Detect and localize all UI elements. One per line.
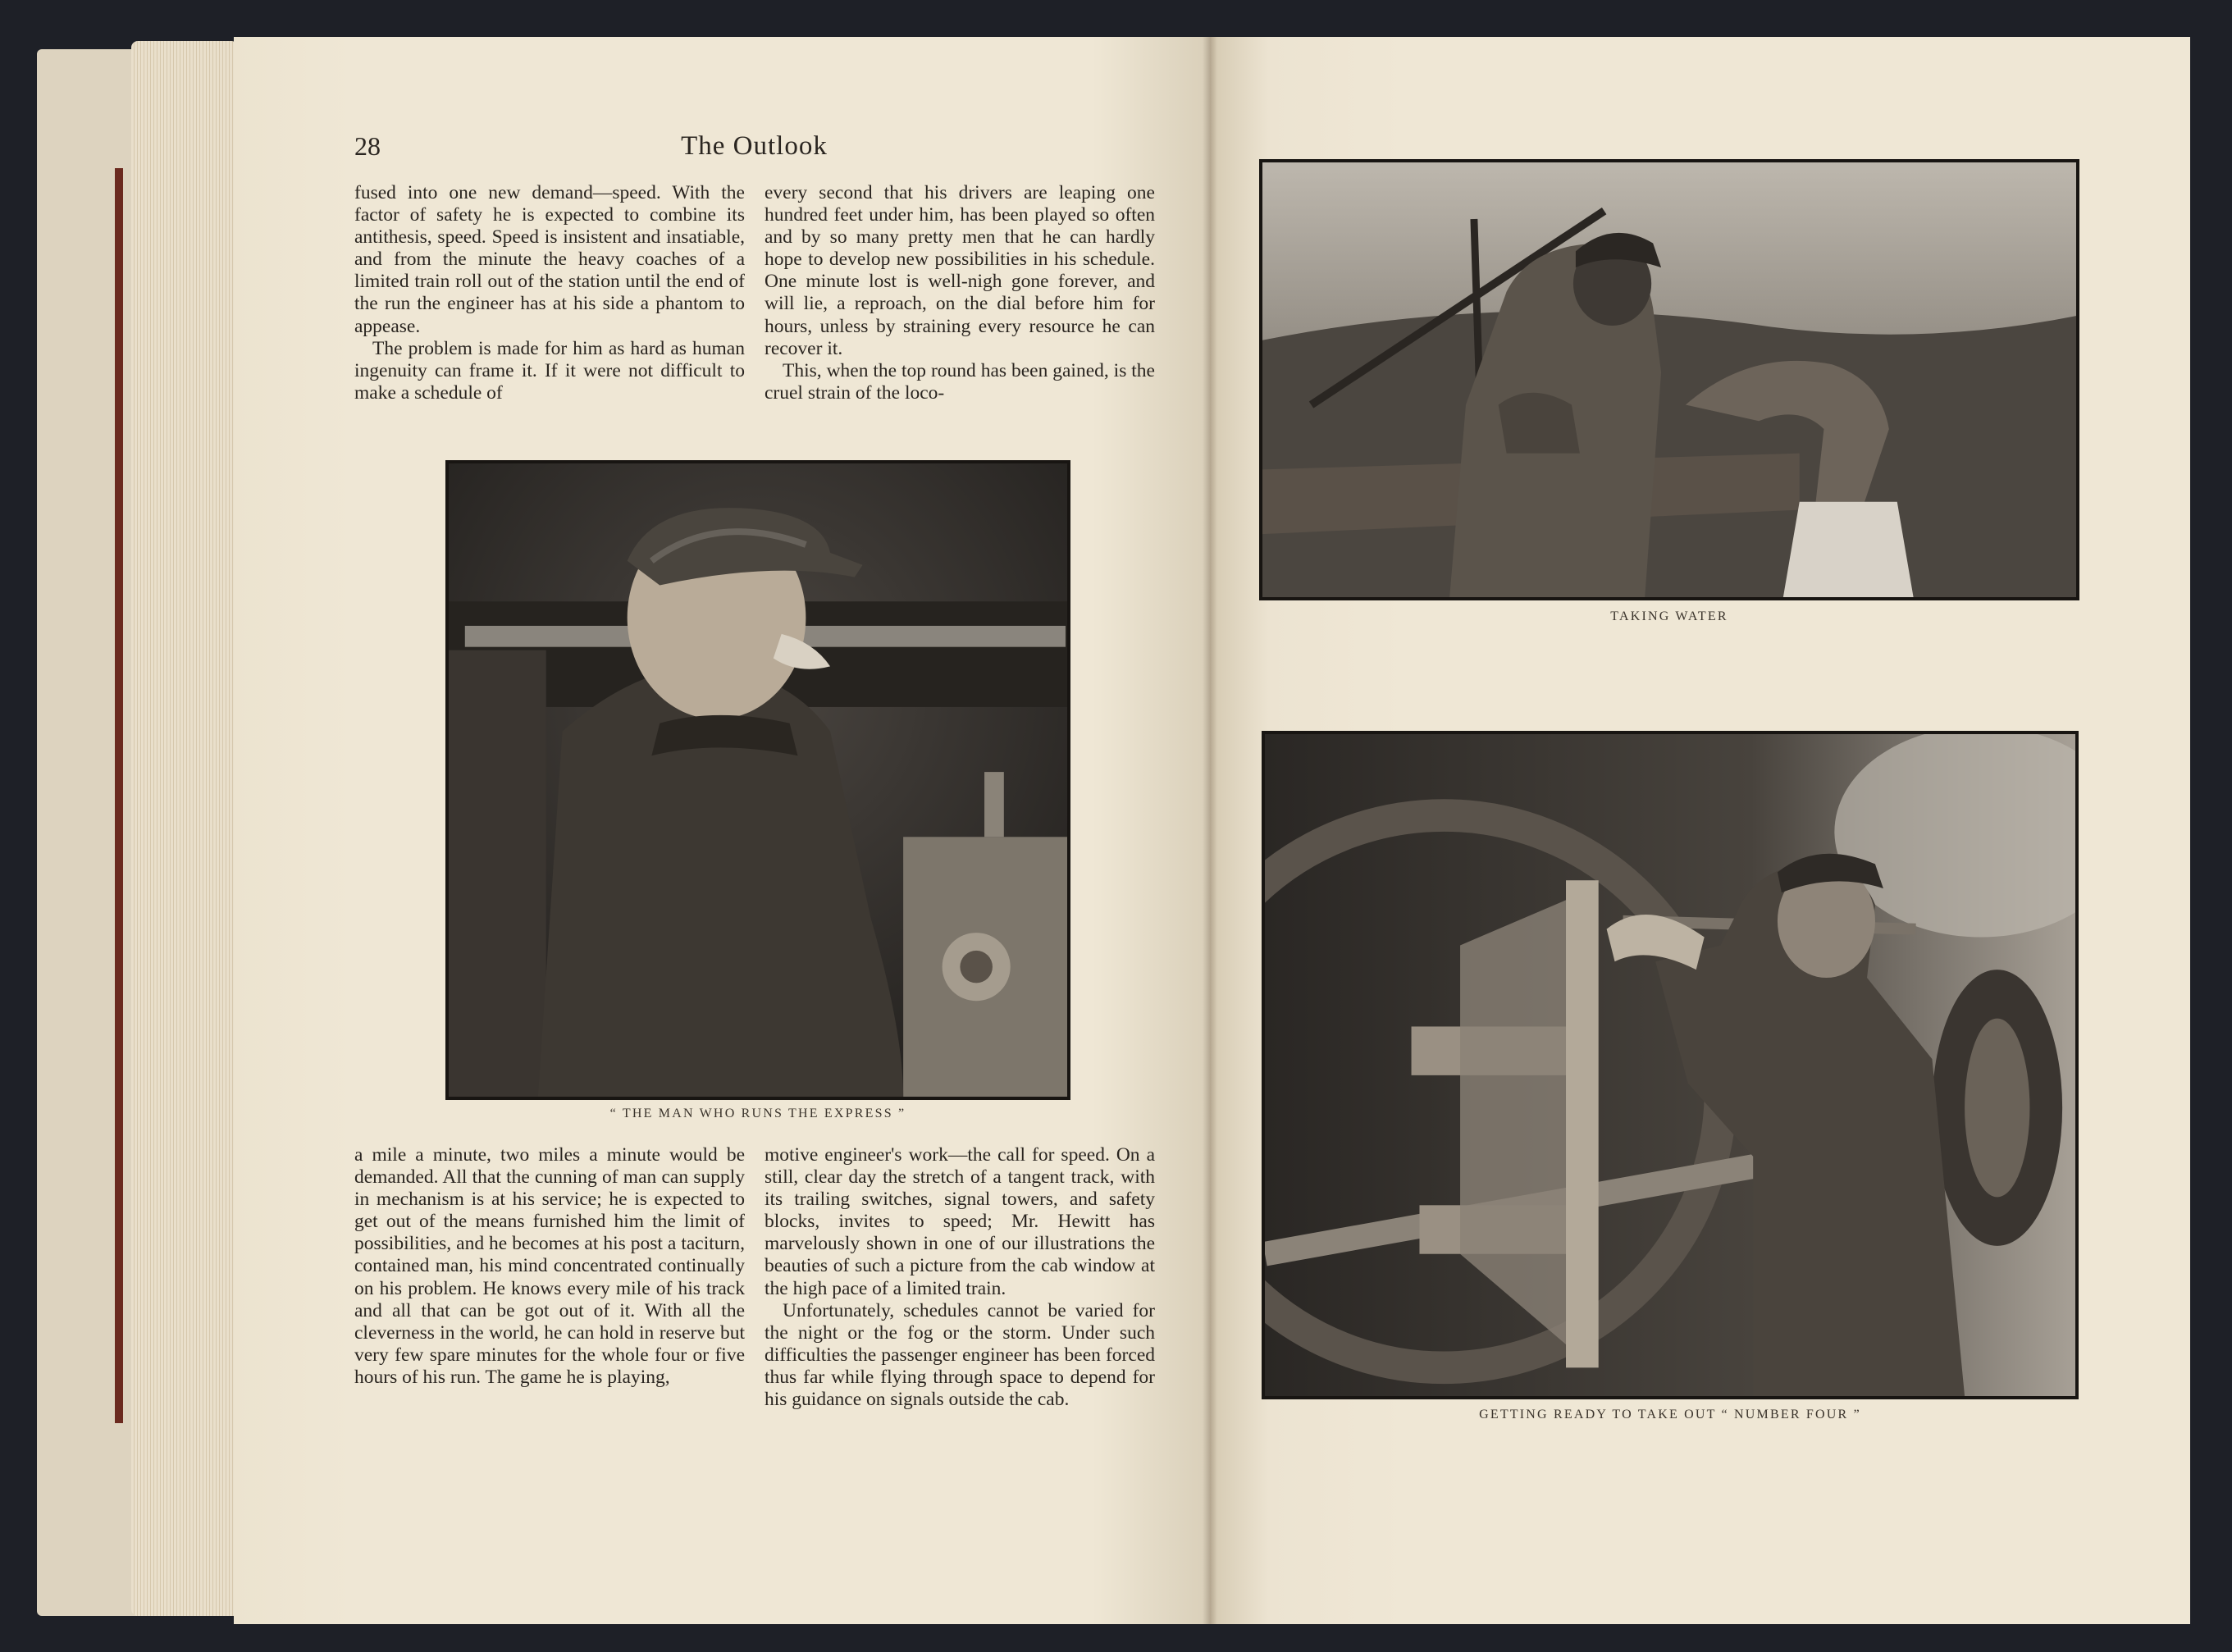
photo-engineer-portrait — [445, 460, 1070, 1100]
magazine-title: The Outlook — [681, 131, 828, 161]
photo-number-four — [1262, 731, 2079, 1399]
text-column-bottom-right — [765, 1144, 1155, 1411]
taking-water-image — [1262, 162, 2076, 597]
caption-portrait: “ THE MAN WHO RUNS THE EXPRESS ” — [609, 1107, 906, 1120]
paragraph: every second that his drivers are leaping one hundred feet under him, has been played so often and by so many pretty men that he can hardly hope to develop new possibilities in his schedule. One minute lost is well-nigh gone forever, and will lie, a reproach, on the dial before him for hours, unless by straining every resource he can recover it. — [765, 182, 1155, 359]
engineer-portrait-image — [449, 463, 1067, 1097]
page-stack-edges — [131, 41, 238, 1616]
photo-taking-water — [1259, 159, 2079, 600]
text-column-bottom-left — [354, 1144, 745, 1389]
paragraph: This, when the top round has been gained, is the cruel strain of the loco- — [765, 359, 1155, 404]
text-column-top-left — [354, 182, 745, 404]
caption-taking-water: TAKING WATER — [1610, 609, 1728, 623]
cover-spine-edge — [115, 168, 123, 1423]
text-column-top-right — [765, 182, 1155, 404]
paragraph: fused into one new demand—speed. With the factor of safety he is expected to combine its antithesis, speed. Speed is insistent and insatiable, and from the minute the heavy coaches of a limited train roll out of the station until the end of the run the engineer has at his side a phantom to appease. — [354, 182, 745, 337]
book-gutter — [1203, 37, 1217, 1624]
paragraph: motive engineer's work—the call for speed. On a still, clear day the stretch of a tangent track, with its trailing switches, signal towers, and safety blocks, invites to speed; Mr. Hewitt has marvelously shown in one of our illustrations the beauties of such a picture from the cab window at the high pace of a limited train. — [765, 1144, 1155, 1299]
number-four-image — [1265, 734, 2075, 1396]
paragraph: The problem is made for him as hard as human ingenuity can frame it. If it were not difficult to make a schedule of — [354, 337, 745, 404]
paragraph: Unfortunately, schedules cannot be varied for the night or the fog or the storm. Under such difficulties the passenger engineer has been forced thus far while flying through space to depend for his guidance on signals outside the cab. — [765, 1299, 1155, 1411]
caption-number-four: GETTING READY TO TAKE OUT “ NUMBER FOUR ” — [1479, 1408, 1861, 1422]
page-number: 28 — [354, 131, 381, 161]
running-head — [354, 131, 1154, 172]
paragraph: a mile a minute, two miles a minute would be demanded. All that the cunning of man can supply in mechanism is at his service; he is expected to get out of the means furnished him the limit of possibilities, and he becomes at his post a taciturn, contained man, his mind concentrated continually on his problem. He knows every mile of his track and all that can be got out of it. With all the cleverness in the world, he can hold in reserve but very few spare minutes for the whole four or five hours of his run. The game he is playing, — [354, 1144, 745, 1388]
